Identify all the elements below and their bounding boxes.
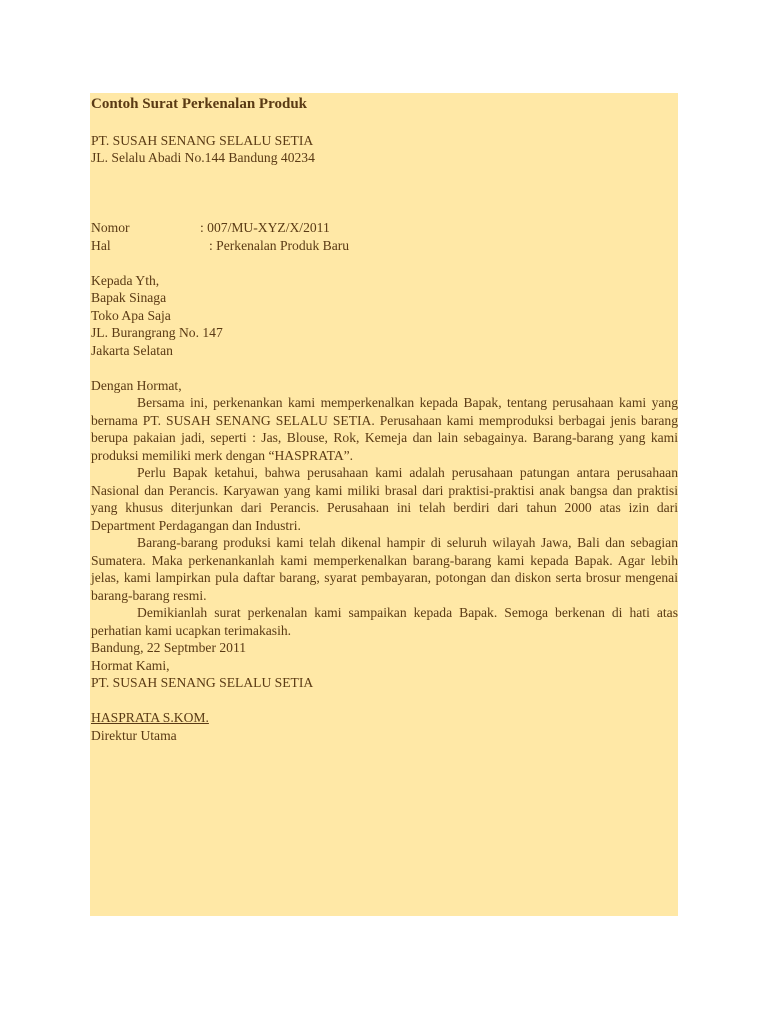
signer-name: HASPRATA S.KOM. [91,710,209,725]
nomor-row [91,219,678,237]
body-paragraph: Bersama ini, perkenankan kami memperkenalkan kepada Bapak, tentang perusahaan kami yang bernama PT. SUSAH SENANG SELALU SETIA. Perusahaan kami memproduksi berbagai jenis barang berupa pakaian jadi, seperti : Jas, Blouse, Rok, Kemeja dan lain sebagainya. Barang-barang yang kami produksi memiliki merk dengan “HASPRATA”. [91,395,678,463]
date-place: Bandung, 22 Septmber 2011 [91,640,247,655]
closing-company: PT. SUSAH SENANG SELALU SETIA [91,675,314,690]
nomor-label: Nomor [91,220,130,235]
closing: Hormat Kami, [91,657,170,673]
recipient-line: Jakarta Selatan [91,342,173,358]
greeting: Dengan Hormat, [91,377,182,393]
hal-row [91,237,678,255]
recipient-line: Toko Apa Saja [91,307,171,323]
recipient-line: Bapak Sinaga [91,290,167,305]
body-paragraph: Perlu Bapak ketahui, bahwa perusahaan kami adalah perusahaan patungan antara perusahaan Nasional dan Perancis. Karyawan yang kami miliki brasal dari praktisi-praktisi anak bangsa dan praktisi yang khusus diterjunkan dari Perancis. Perusahaan ini telah berdiri dari tahun 2000 atas izin dari Department Perdagangan dan Industri. [91,465,678,533]
signer-title: Direktur Utama [91,727,177,743]
recipient-line: Kepada Yth, [91,272,160,288]
hal-value: : Perkenalan Produk Baru [209,237,350,253]
recipient-line: JL. Burangrang No. 147 [91,325,223,340]
letter-content [91,93,678,744]
body-paragraph: Barang-barang produksi kami telah dikenal hampir di seluruh wilayah Jawa, Bali dan sebagian Sumatera. Maka perkenankanlah kami memperkenalkan barang-barang kami kepada Bapak. Agar lebih jelas, kami lampirkan pula daftar barang, syarat pembayaran, potongan dan diskon serta brosur mengenai barang-barang resmi. [91,535,678,603]
hal-label: Hal [91,237,111,253]
letter-title: Contoh Surat Perkenalan Produk [91,96,308,112]
body-paragraph: Demikianlah surat perkenalan kami sampaikan kepada Bapak. Semoga berkenan di hati atas perhatian kami ucapkan terimakasih. [91,605,678,638]
company-name: PT. SUSAH SENANG SELALU SETIA [91,132,314,148]
nomor-value: : 007/MU-XYZ/X/2011 [200,220,330,235]
company-address: JL. Selalu Abadi No.144 Bandung 40234 [91,150,315,165]
